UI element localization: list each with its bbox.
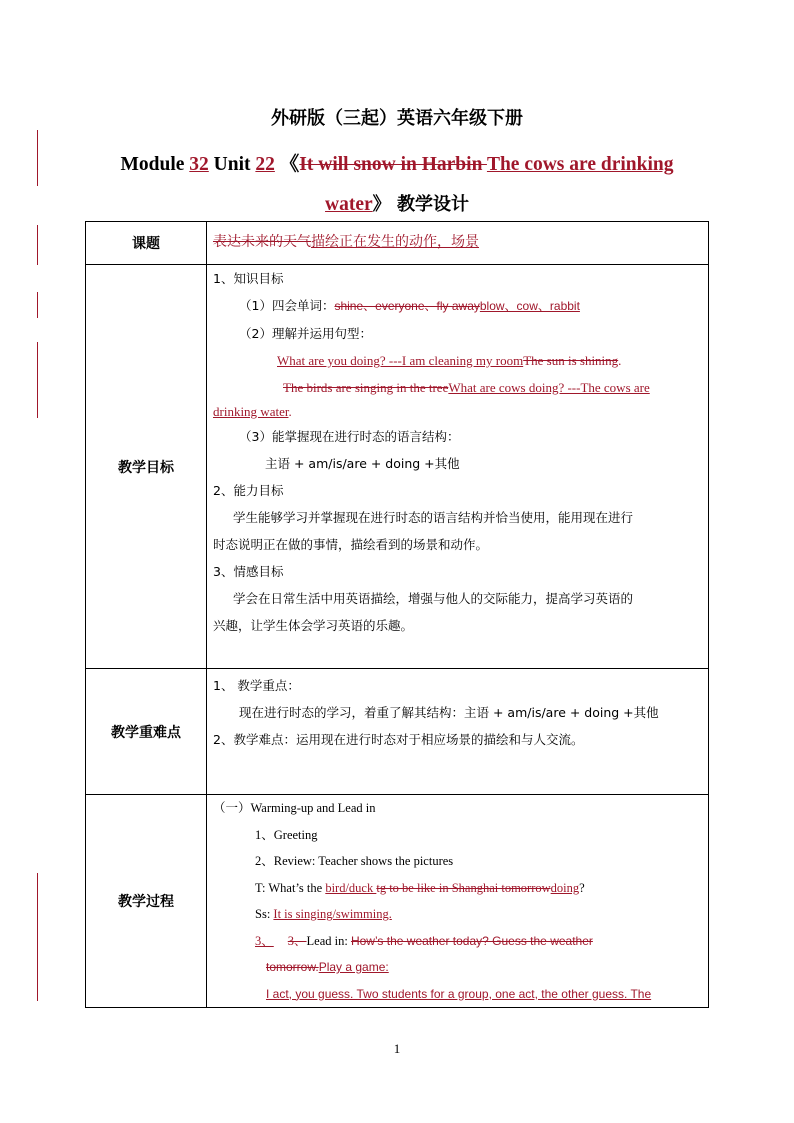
process-step: （一）Warming-up and Lead in [213,801,376,815]
process-step: tomorrow.Play a game: [266,960,389,974]
process-step: 2、Review: Teacher shows the pictures [255,854,454,868]
deleted-title: It will snow in Harbin [299,154,487,175]
row-topic [86,222,709,265]
topic-content: 表达未来的天气描绘正在发生的动作，场景 [207,222,709,265]
row-process [86,795,709,1008]
emotion-text: 兴趣，让学生体会学习英语的乐趣。 [213,618,414,633]
objectives-content [207,265,709,669]
label-objectives: 教学目标 [86,265,207,669]
revision-bar [37,225,38,265]
document-title: 外研版（三起）英语六年级下册 [271,108,523,129]
objective-heading: 1、知识目标 [213,271,284,286]
lesson-plan-table [85,221,709,1008]
structure-formula: 主语 + am/is/are + doing +其他 [265,456,460,471]
structure-heading: （3）能掌握现在进行时态的语言结构： [239,429,460,444]
key-point-detail: 现在进行时态的学习，着重了解其结构：主语 + am/is/are + doing +其他 [239,705,659,720]
sentence-line: The birds are singing in the treeWhat are cows doing? ---The cows are [283,380,650,395]
module-number: 32 [189,154,209,175]
difficulty-point: 2、教学难点：运用现在进行时态对于相应场景的描绘和与人交流。 [213,732,584,747]
objective-heading: 2、能力目标 [213,483,284,498]
label-process: 教学过程 [86,795,207,1008]
revision-bar [37,873,38,1001]
emotion-text: 学会在日常生活中用英语描绘，增强与他人的交际能力，提高学习英语的 [233,591,634,606]
four-skill-words: （1）四会单词：shine、everyone、fly awayblow、cow、rabbit [239,298,580,313]
module-unit-title: Module 32 Unit 22 《It will snow in Harbin The cows are drinking [120,154,674,175]
revision-bar [37,342,38,418]
process-step: T: What’s the bird/duck tg to be like in Shanghai tomorrowdoing? [255,880,585,895]
ability-text: 学生能够学习并掌握现在进行时态的语言结构并恰当使用，能用现在进行 [233,510,634,525]
keypoints-content [207,669,709,795]
label-keypoints: 教学重难点 [86,669,207,795]
key-point-heading: 1、 教学重点： [213,678,300,693]
row-keypoints [86,669,709,795]
process-step: 3、 3、Lead in: How’s the weather today? Guess the weather [255,933,593,948]
sentence-heading: （2）理解并运用句型： [239,326,372,341]
revision-bar [37,292,38,318]
unit-number: 22 [255,154,275,175]
process-step: Ss: It is singing/swimming. [255,907,392,921]
process-step: I act, you guess. Two students for a group, one act, the other guess. The [266,986,652,1001]
process-content [207,795,709,1008]
sentence-line: drinking water. [213,404,292,419]
ability-text: 时态说明正在做的事情，描绘看到的场景和动作。 [213,537,489,552]
label-topic: 课题 [86,222,207,265]
sentence-line: What are you doing? ---I am cleaning my roomThe sun is shining. [277,353,622,368]
row-objectives [86,265,709,669]
objective-heading: 3、情感目标 [213,564,284,579]
process-step: 1、Greeting [255,827,318,842]
module-unit-title-cont: water》 教学设计 [325,194,469,215]
page-number: 1 [393,1041,401,1056]
inserted-title: The cows are drinking [486,154,674,175]
